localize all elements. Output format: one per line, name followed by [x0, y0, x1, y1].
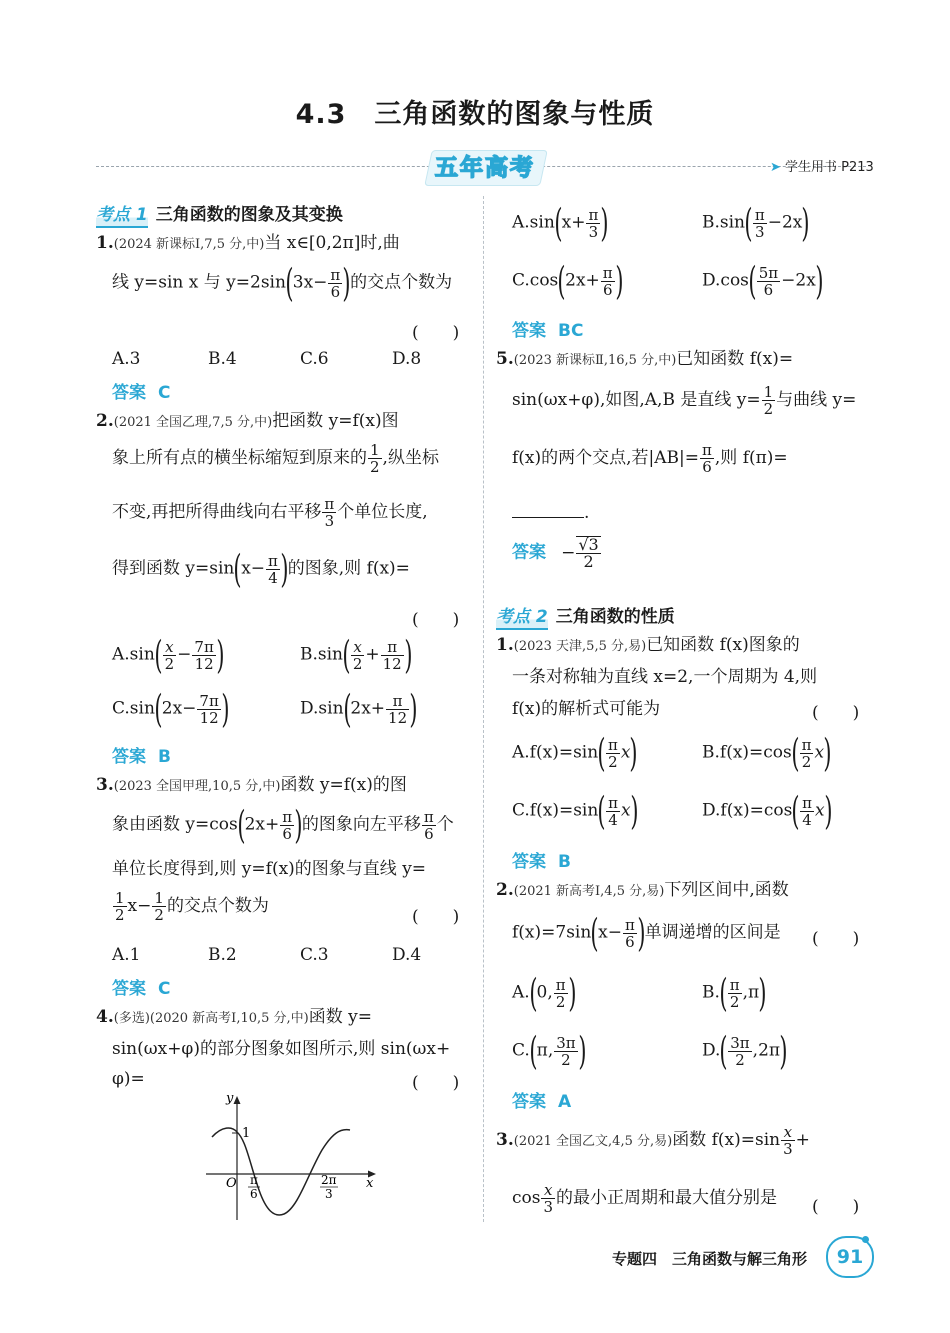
option-a: A.1: [112, 945, 141, 965]
property-1-line-1: 1.(2023 天津,5,5 分,易)已知函数 f(x)图象的: [496, 635, 800, 655]
property-1-line-3: f(x)的解析式可能为: [512, 699, 661, 719]
property-2-line-1: 2.(2021 新高考Ⅰ,4,5 分,易)下列区间中,函数: [496, 880, 789, 900]
answer-bracket: ( ): [812, 703, 860, 723]
question-2-line-3: 不变,再把所得曲线向右平移 $\frac{\pi}{3}$ 个单位长度,: [112, 495, 428, 530]
option-c: C.3: [300, 945, 329, 965]
section-heading-1: [96, 200, 343, 225]
option-b: B.sin( $\frac{\pi}{3}$ −2x): [702, 201, 810, 245]
property-1-line-2: 一条对称轴为直线 x=2,一个周期为 4,则: [512, 667, 818, 687]
option-a: A.f(x)=sin( $\frac{\pi}{2}$ x): [512, 731, 638, 775]
arrow-icon: ➤: [770, 160, 781, 175]
book-reference-text: 学生用书 P213: [785, 160, 874, 175]
option-d: D.8: [392, 349, 422, 369]
section-badge: 五年高考: [435, 155, 535, 181]
question-1-line-1: 1.(2024 新课标Ⅰ,7,5 分,中)当 x∈[0,2π]时,曲: [96, 233, 400, 253]
option-b: B.f(x)=cos( $\frac{\pi}{2}$ x): [702, 731, 832, 775]
option-c: C.sin(2x− $\frac{7\pi}{12}$ ): [112, 687, 230, 731]
option-b: B.2: [208, 945, 237, 965]
question-5-line-1: 5.(2023 新课标Ⅱ,16,5 分,中)已知函数 f(x)=: [496, 349, 794, 369]
answer: 答案 B: [512, 852, 571, 872]
property-3-line-2: cos $\frac{x}{3}$ 的最小正周期和最大值分别是: [512, 1181, 778, 1216]
question-4-line-1: 4.(多选)(2020 新高考Ⅰ,10,5 分,中)函数 y=: [96, 1007, 372, 1027]
property-2-line-2: f(x)=7sin(x− $\frac{\pi}{6}$ )单调递增的区间是: [512, 911, 781, 955]
section-tag: 考点 1: [96, 205, 148, 228]
label-one: 1: [242, 1126, 251, 1141]
page-number-dot: [862, 1236, 869, 1243]
question-2-line-4: 得到函数 y=sin(x− $\frac{\pi}{4}$ )的图象,则 f(x)=: [112, 547, 410, 591]
question-2-line-1: 2.(2021 全国乙理,7,5 分,中)把函数 y=f(x)图: [96, 411, 399, 431]
option-c: C.6: [300, 349, 329, 369]
question-4-line-3: φ)=: [112, 1069, 145, 1089]
footer-chapter: 专题四 三角函数与解三角形: [612, 1250, 808, 1268]
option-a: A.3: [112, 349, 141, 369]
answer-bracket: ( ): [412, 907, 460, 927]
tick-label-pi-6-den: 6: [250, 1187, 258, 1201]
option-b: B.4: [208, 349, 237, 369]
section-heading-2: [496, 602, 675, 627]
option-d: D.f(x)=cos( $\frac{\pi}{4}$ x): [702, 789, 833, 833]
answer: 答案 A: [512, 1092, 572, 1112]
section-title: 三角函数的性质: [555, 607, 675, 627]
tick-label-2pi-3-den: 3: [325, 1187, 333, 1201]
question-3-line-2: 象由函数 y=cos(2x+ $\frac{\pi}{6}$ )的图象向左平移 $\frac{\pi}{6}$ 个: [112, 803, 454, 847]
option-d: D.( $\frac{3\pi}{2}$ ,2π): [702, 1029, 788, 1073]
option-b: B.( $\frac{\pi}{2}$ ,π): [702, 971, 767, 1015]
answer: 答案 BC: [512, 321, 584, 341]
book-reference: [770, 156, 874, 175]
option-a: A.sin( $\frac{x}{2}$ − $\frac{7\pi}{12}$ ): [112, 633, 225, 677]
tick-label-2pi-3-num: 2π: [321, 1173, 337, 1187]
option-c: C.cos(2x+ $\frac{\pi}{6}$ ): [512, 259, 624, 303]
fill-blank: .: [512, 502, 589, 524]
x-label: x: [366, 1176, 374, 1191]
question-3-line-3: 单位长度得到,则 y=f(x)的图象与直线 y=: [112, 859, 427, 879]
page-title: 4.3 三角函数的图象与性质: [295, 99, 655, 130]
answer-bracket: ( ): [812, 929, 860, 949]
answer-bracket: ( ): [412, 610, 460, 630]
option-d: D.cos( $\frac{5\pi}{6}$ −2x): [702, 259, 824, 303]
section-title: 三角函数的图象及其变换: [155, 205, 343, 225]
question-5-line-3: f(x)的两个交点,若|AB|= $\frac{\pi}{6}$ ,则 f(π)=: [512, 441, 788, 476]
question-2-line-2: 象上所有点的横坐标缩短到原来的 $\frac{1}{2}$ ,纵坐标: [112, 441, 439, 476]
question-3-line-1: 3.(2023 全国甲理,10,5 分,中)函数 y=f(x)的图: [96, 775, 407, 795]
column-divider: [483, 196, 484, 1222]
answer: 答案 − $\frac{√3}{2}$: [512, 535, 599, 571]
question-4-line-2: sin(ωx+φ)的部分图象如图所示,则 sin(ωx+: [112, 1039, 451, 1059]
question-3-line-4: $\frac{1}{2}$ x− $\frac{1}{2}$ 的交点个数为: [115, 889, 269, 924]
page-number: 91: [826, 1236, 874, 1278]
question-5-line-2: sin(ωx+φ),如图,A,B 是直线 y= $\frac{1}{2}$ 与曲线 y=: [512, 383, 857, 418]
y-label: y: [226, 1091, 234, 1106]
property-3-line-1: 3.(2021 全国乙文,4,5 分,易)函数 f(x)=sin $\frac{x}{3}$ +: [496, 1123, 810, 1158]
option-b: B.sin( $\frac{x}{2}$ + $\frac{\pi}{12}$ ): [300, 633, 413, 677]
answer-bracket: ( ): [812, 1197, 860, 1217]
sine-curve: [212, 1128, 350, 1215]
option-d: D.4: [392, 945, 422, 965]
option-c: C.(π, $\frac{3\pi}{2}$ ): [512, 1029, 587, 1073]
question-1-line-2: 线 y=sin x 与 y=2sin(3x− $\frac{\pi}{6}$ )的交点个数为: [112, 261, 453, 305]
option-a: A.sin(x+ $\frac{\pi}{3}$ ): [512, 201, 609, 245]
sine-graph: [200, 1090, 390, 1228]
option-a: A.(0, $\frac{\pi}{2}$ ): [512, 971, 577, 1015]
section-tag: 考点 2: [496, 607, 548, 630]
option-c: C.f(x)=sin( $\frac{\pi}{4}$ x): [512, 789, 639, 833]
answer-bracket: ( ): [412, 323, 460, 343]
option-d: D.sin(2x+ $\frac{\pi}{12}$ ): [300, 687, 418, 731]
answer-bracket: ( ): [412, 1073, 460, 1093]
answer: 答案 C: [112, 979, 171, 999]
answer: 答案 B: [112, 747, 171, 767]
origin-label: O: [226, 1176, 237, 1191]
answer: 答案 C: [112, 383, 171, 403]
y-axis-arrow: [234, 1096, 241, 1104]
tick-label-pi-6-num: π: [250, 1173, 258, 1187]
